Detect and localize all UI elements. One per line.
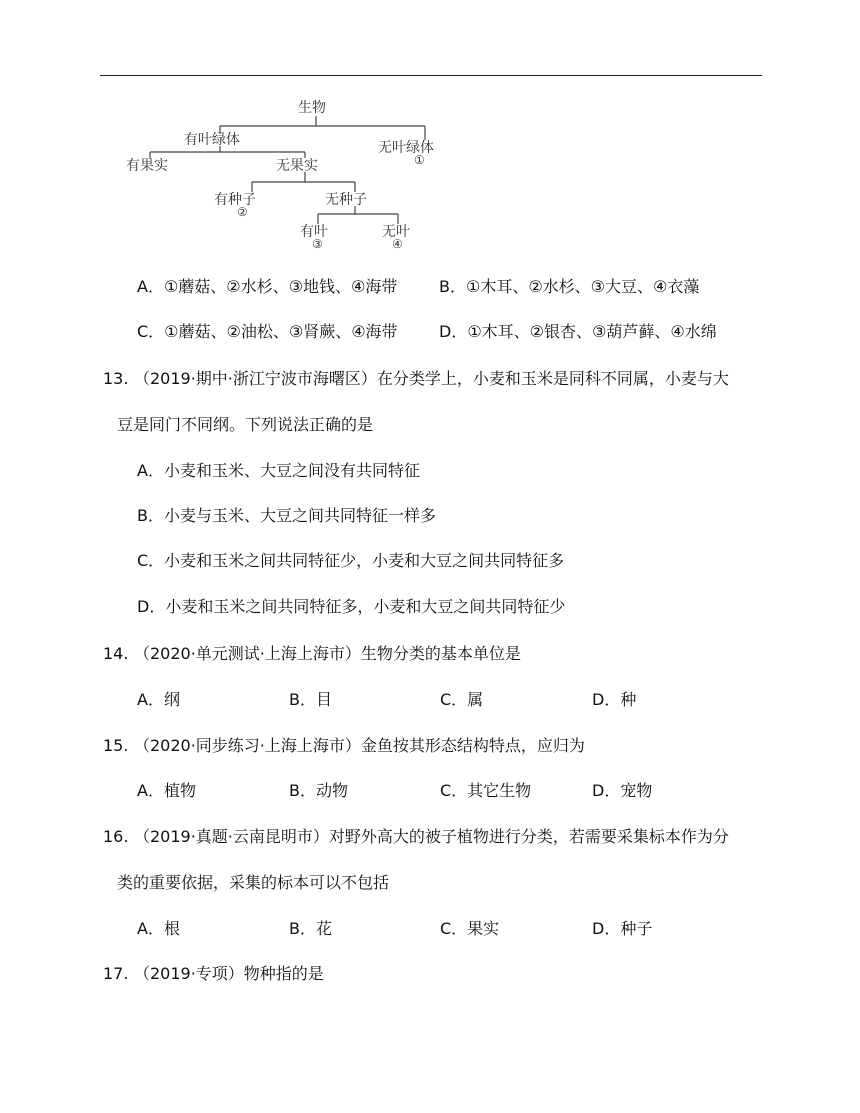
q13-option-c: C．小麦和玉米之间共同特征少，小麦和大豆之间共同特征多 — [137, 551, 565, 570]
tree-node-with-leaf: 有叶 — [300, 224, 328, 240]
tree-node-without-leaf: 无叶 — [382, 224, 410, 240]
q15-number: 15. — [103, 736, 129, 755]
tree-node-with-seed: 有种子 — [214, 192, 256, 208]
q12-option-d: D．①木耳、②银杏、③葫芦藓、④水绵 — [439, 322, 717, 341]
q12-option-b: B．①木耳、②水杉、③大豆、④衣藻 — [439, 277, 700, 296]
q16-option-d: D．种子 — [592, 919, 653, 938]
q16-stem-line1: （2019·真题·云南昆明市）对野外高大的被子植物进行分类，若需要采集标本作为分 — [134, 827, 729, 846]
q17-number: 17. — [103, 964, 129, 983]
tree-node-without-chlorophyll: 无叶绿体 — [378, 140, 434, 156]
q14-option-d: D．种 — [592, 690, 637, 709]
classification-tree-diagram — [120, 90, 490, 260]
tree-mark-2: ② — [237, 205, 248, 219]
q15-option-c: C．其它生物 — [440, 781, 532, 800]
q13-number: 13. — [103, 369, 129, 388]
q13-stem-line1: （2019·期中·浙江宁波市海曙区）在分类学上，小麦和玉米是同科不同属，小麦与大 — [134, 369, 729, 388]
q15-option-a: A．植物 — [137, 781, 196, 800]
q15-stem: （2020·同步练习·上海上海市）金鱼按其形态结构特点，应归为 — [134, 736, 585, 755]
q17-stem: （2019·专项）物种指的是 — [134, 964, 324, 983]
q16-number: 16. — [103, 827, 129, 846]
tree-node-with-chlorophyll: 有叶绿体 — [184, 132, 240, 148]
q14-stem: （2020·单元测试·上海上海市）生物分类的基本单位是 — [134, 644, 521, 663]
tree-mark-1: ① — [414, 153, 425, 167]
q16-option-b: B．花 — [289, 919, 332, 938]
q16-option-a: A．根 — [137, 919, 180, 938]
q13-option-a: A．小麦和玉米、大豆之间没有共同特征 — [137, 461, 420, 480]
header-rule — [100, 75, 762, 76]
tree-mark-4: ④ — [392, 237, 403, 251]
q13-stem-line2: 豆是同门不同纲。下列说法正确的是 — [117, 415, 374, 434]
q14-option-b: B．目 — [289, 690, 332, 709]
q14-option-a: A．纲 — [137, 690, 180, 709]
q13-option-d: D．小麦和玉米之间共同特征多，小麦和大豆之间共同特征少 — [137, 597, 566, 616]
q15-option-b: B．动物 — [289, 781, 348, 800]
q14-number: 14. — [103, 644, 129, 663]
q12-option-c: C．①蘑菇、②油松、③肾蕨、④海带 — [137, 322, 398, 341]
q15-option-d: D．宠物 — [592, 781, 653, 800]
q16-option-c: C．果实 — [440, 919, 500, 938]
tree-mark-3: ③ — [312, 237, 323, 251]
q14-option-c: C．属 — [440, 690, 484, 709]
tree-node-without-fruit: 无果实 — [276, 158, 318, 174]
tree-node-root: 生物 — [298, 100, 326, 116]
tree-node-without-seed: 无种子 — [325, 192, 367, 208]
q16-stem-line2: 类的重要依据，采集的标本可以不包括 — [117, 873, 390, 892]
q13-option-b: B．小麦与玉米、大豆之间共同特征一样多 — [137, 506, 436, 525]
q12-option-a: A．①蘑菇、②水杉、③地钱、④海带 — [137, 277, 398, 296]
tree-node-with-fruit: 有果实 — [126, 158, 168, 174]
